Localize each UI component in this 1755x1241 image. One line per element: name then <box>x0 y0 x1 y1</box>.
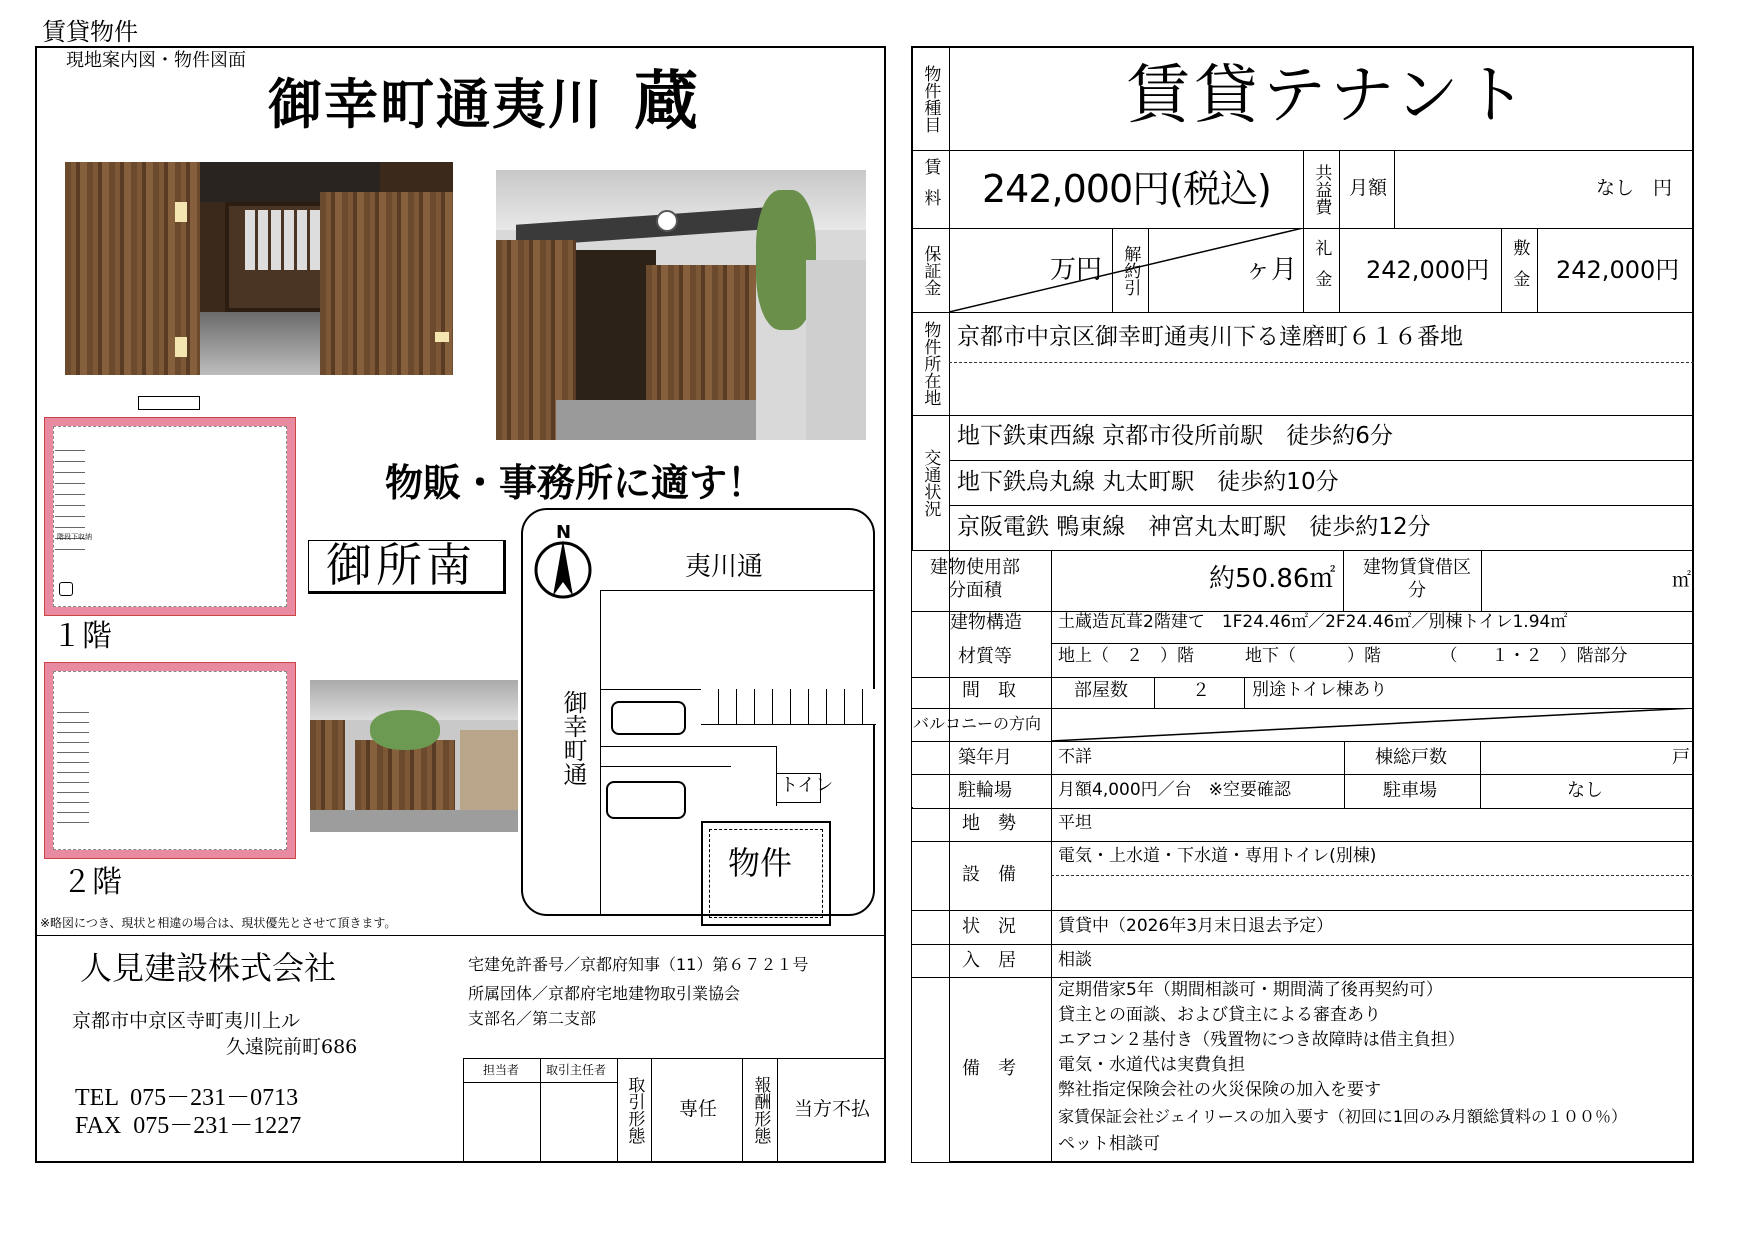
transport-line-1: 地下鉄東西線 京都市役所前駅 徒歩約6分 <box>957 423 1393 449</box>
type-value: 賃貸テナント <box>1126 59 1531 133</box>
photo-entrance <box>65 162 453 375</box>
floors-value: 地上（ ２ ）階 地下（ ）階 （ １・２ ）階部分 <box>1058 646 1628 666</box>
deposit-label: 保証金 <box>920 244 941 296</box>
units-value: 戸 <box>1672 747 1690 768</box>
parking-label: 駐車場 <box>1383 780 1437 801</box>
branch: 支部名／第二支部 <box>468 1009 597 1028</box>
bicycle-label: 駐輪場 <box>958 780 1012 801</box>
deposit-value: 万円 <box>1050 255 1103 285</box>
bicycle-value: 月額4,000円／台 ※空要確認 <box>1058 780 1291 800</box>
photo-facade <box>496 170 866 440</box>
structure-value: 土蔵造瓦葺2階建て 1F24.46㎡／2F24.46㎡／別棟トイレ1.94㎡ <box>1058 612 1568 632</box>
fee-value: 当方不払 <box>794 1098 871 1120</box>
map-property: 物件 <box>728 844 793 882</box>
company-fax: FAX 075－231－1227 <box>75 1113 302 1139</box>
remark-6: 家賃保証会社ジェイリースの加入要す（初回に1回のみ月額総賃料の１００％） <box>1058 1107 1628 1126</box>
units-label: 棟総戸数 <box>1375 747 1447 768</box>
type-label: 物件種目 <box>920 65 941 133</box>
material-label: 材質等 <box>958 646 1012 667</box>
disclaimer: ※略図につき、現状と相違の場合は、現状優先とさせて頂きます。 <box>40 916 397 930</box>
floorplan-1f <box>45 410 295 615</box>
use-area-label: 建物使用部分面積 <box>930 557 1020 602</box>
status-value: 賃貸中（2026年3月末日退去予定） <box>1058 916 1334 936</box>
shikikin-value: 242,000円 <box>1556 256 1680 284</box>
rooms-label: 部屋数 <box>1074 680 1128 701</box>
terrain-label: 地 勢 <box>962 813 1016 834</box>
lease-area-label: 建物賃貸借区分 <box>1363 557 1471 602</box>
key-money-value: 242,000円 <box>1366 256 1490 284</box>
key-money-label: 礼金 <box>1311 239 1332 301</box>
subtitle: 現地案内図・物件図面 <box>66 50 246 71</box>
fee-label: 報酬形態 <box>750 1076 771 1144</box>
map-toilet: トイレ <box>780 775 834 796</box>
layout-note: 別途トイレ棟あり <box>1252 680 1388 700</box>
location-label: 物件所在地 <box>920 321 941 406</box>
layout-label: 間 取 <box>962 680 1016 701</box>
remark-7: ペット相談可 <box>1058 1134 1160 1154</box>
floorplan-2f <box>45 663 295 858</box>
common-monthly: 月額 <box>1349 177 1388 199</box>
title-name: 蔵 <box>634 65 700 139</box>
common-label: 共益費 <box>1311 163 1332 215</box>
category-label: 賃貸物件 <box>42 18 138 46</box>
remark-3: エアコン２基付き（残置物につき故障時は借主負担） <box>1058 1030 1465 1050</box>
move-in-value: 相談 <box>1058 950 1092 970</box>
rooms-value: ２ <box>1192 680 1210 701</box>
street-left: 御幸町通 <box>559 690 587 786</box>
remark-4: 電気・水道代は実費負担 <box>1058 1055 1245 1075</box>
facility-label: 設 備 <box>962 864 1016 885</box>
remark-5: 弊社指定保険会社の火災保険の加入を要す <box>1058 1080 1381 1100</box>
floor1-label: １階 <box>52 619 112 654</box>
deduct-value: ヶ月 <box>1245 255 1298 285</box>
remarks-label: 備 考 <box>962 1058 1016 1079</box>
use-area-value: 約50.86㎡ <box>1209 564 1336 594</box>
facility-value: 電気・上水道・下水道・専用トイレ(別棟) <box>1058 846 1377 866</box>
company-tel[interactable]: TEL 075－231－0713 <box>75 1085 299 1111</box>
remark-2: 貸主との面談、および貸主による審査あり <box>1058 1005 1381 1025</box>
trade-label: 取引形態 <box>624 1076 645 1144</box>
photo-side <box>310 680 518 832</box>
parking-value: なし <box>1567 780 1603 801</box>
status-label: 状 況 <box>962 916 1016 937</box>
street-top: 夷川通 <box>685 552 764 582</box>
company-name: 人見建設株式会社 <box>80 949 337 987</box>
deduct-label: 解約引 <box>1120 244 1141 296</box>
remark-1: 定期借家5年（期間相談可・期間満了後再契約可） <box>1058 980 1443 1000</box>
balcony-label: バルコニーの方向 <box>913 714 1042 733</box>
floor2-label: ２階 <box>62 865 122 900</box>
location-value: 京都市中京区御幸町通夷川下る達磨町６１６番地 <box>957 324 1463 350</box>
company-address2: 久遠院前町686 <box>226 1036 358 1058</box>
north-label: N <box>556 522 572 543</box>
company-address1: 京都市中京区寺町夷川上ル <box>72 1010 301 1032</box>
chief-label: 取引主任者 <box>546 1063 607 1077</box>
shikikin-label: 敷金 <box>1509 239 1530 301</box>
company-divider <box>35 935 886 936</box>
balcony-strike <box>1051 708 1694 741</box>
rent-value: 242,000円(税込) <box>982 167 1271 211</box>
transport-label: 交通状況 <box>920 448 941 517</box>
license-number: 宅建免許番号／京都府知事（11）第６７２１号 <box>468 955 809 974</box>
catch-copy: 物販・事務所に適す！ <box>385 461 766 505</box>
terrain-value: 平坦 <box>1058 813 1092 833</box>
transport-line-2: 地下鉄烏丸線 丸太町駅 徒歩約10分 <box>957 469 1339 495</box>
rent-label: 賃料 <box>920 158 941 220</box>
trade-value: 専任 <box>679 1098 718 1120</box>
association: 所属団体／京都府宅地建物取引業協会 <box>468 984 741 1003</box>
common-value: なし 円 <box>1596 177 1673 199</box>
page-title <box>268 65 700 139</box>
title-main: 御幸町通夷川 <box>268 73 604 136</box>
built-value: 不詳 <box>1058 747 1092 767</box>
built-label: 築年月 <box>958 747 1012 768</box>
structure-label: 建物構造 <box>950 612 1022 633</box>
staff-label: 担当者 <box>483 1063 520 1077</box>
move-in-label: 入 居 <box>962 950 1016 971</box>
transport-line-3: 京阪電鉄 鴨東線 神宮丸太町駅 徒歩約12分 <box>957 514 1431 540</box>
stair-storage-note: 階段下収納 <box>57 533 92 541</box>
lease-area-value: ㎡ <box>1672 569 1692 591</box>
area-name: 御所南 <box>326 538 476 592</box>
deposit-strike <box>949 228 1303 312</box>
